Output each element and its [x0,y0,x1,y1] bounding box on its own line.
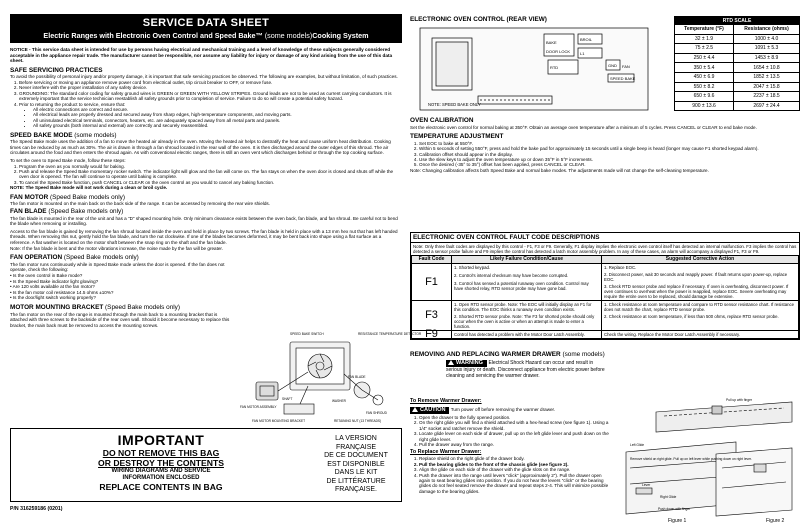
eoc-heading: ELECTRONIC OVEN CONTROL (REAR VIEW) [410,16,547,23]
table-row: F1 1. Shorted keypad. 2. Control's internal checksum may have become corrupted. 3. Control has sensed a potential runaway oven condition. Control may have shorted relay, RTD sensor probe may have gone bad. 1. Replace EOC. 2. Disconnect power, wait 30 seconds and reapply power. If fault returns upon power-up, replace EOC. 3. Check RTD sensor probe and replace if necessary. If oven is overheating, disconnect power. If oven continues to overheat when the power is reapplied, replace EOC. Severe overheating may require the entire oven to be replaced, should damage be extensive. [412,264,799,301]
notice-text: NOTICE - This service data sheet is intended for use by persons having electrical and mechanical training and a level of knowledge of these subjects generally considered acceptable in the appliance repair trade. The manufacturer cannot be responsible, nor assume any liability for injury or damage of any kind arising from the use of this data sheet. [10,47,393,64]
table-row: 32 ± 1.9 1000 ± 4.0 [675,34,800,44]
safe-list [10,80,402,129]
list-item: • All uninsulated electrical terminals, connectors, heaters, etc. are adequately spaced away from all metal parts and panels. [33,118,402,123]
rtd-scale-table [674,16,800,111]
terminal-label: SPEED BAKE [610,76,636,81]
list-item: 2. Never interfere with the proper installation of any safety device. [19,85,402,90]
eoc-board-diagram [418,26,652,112]
fault-code: F1 [412,264,452,301]
fault-col-header: Suggested Corrective Action [602,256,799,264]
list-item: 4. Push the drawer into the range until levers "click" (approximately 2"). Pull the drawer open again to seat bearing glides into position. If you do not hear the levers "click" or the bearing glides do not feel seated remove the drawer and repeat steps 2-4. This will minimize possible damage to the bearing glides. [419,473,610,495]
page-title: SERVICE DATA SHEET [142,17,270,29]
rtd-col-header: Temperature (°F) [675,25,734,35]
bracket-heading: MOTOR MOUNTING BRACKET (Speed Bake models only) [10,303,180,311]
fanblade-note: Note: If the fan blade is bent and the motor vibrations increase, the noise made by the fan will be greater. [10,245,223,251]
fig-label: FAN MOTOR MOUNTING BRACKET [252,419,306,423]
list-item: 1. Open the drawer to the fully opened position. [419,415,610,420]
fanop-check: • Are 120 volts available at the fan motor? [10,284,95,290]
rtd-col-header: Resistance (ohms) [734,25,800,35]
important-line: REPLACE CONTENTS IN BAG [99,482,223,492]
terminal-label: FAN [622,64,630,69]
list-item: 5. Once the desired (-35° to 35°) offset has been applied, press CANCEL or CLEAR. [419,162,800,167]
fanblade-heading: FAN BLADE (Speed Bake models only) [10,208,124,215]
tempadj-steps [410,141,800,168]
replace-steps [410,456,610,494]
safe-intro: To avoid the possibility of personal injury and/or property damage, it is important that safe servicing practices be observed. The following are examples, but without limitation, of such practices. [10,74,398,80]
terminal-label: BAKE [546,40,557,45]
remove-heading: To Remove Warmer Drawer: [410,398,482,404]
fig-label: Pull up with finger [726,398,753,402]
title-banner [10,14,402,43]
list-item: 2. Within 5 seconds of setting 550°F, press and hold the bake pad for approximately 15 seconds until a single beep is heard (longer may cause F1 shorted keypad alarm). [419,146,800,151]
terminal-label: L1 [580,51,585,56]
speedbake-intro: To set the oven to Speed Bake mode, follow these steps: [10,158,126,163]
figure-caption: Figure 1 [668,518,687,524]
fig-label: RESISTANCE TEMPERATURE DETECTOR [358,332,422,336]
table-row: 650 ± 9.6 2237 ± 18.5 [675,92,800,102]
list-item: 2. Pull the bearing glides to the front of the chassis glide (see figure 2). [419,462,610,467]
list-item: 2. On the right glide you will find a shield attached with a hex-head screw (see figure 1). Using a 1/4" socket and ratchet remove the shield. [419,420,610,431]
fanop-check: • Is the door/light switch working properly? [10,295,96,301]
tempadj-note: Note: Changing calibration affects both Speed Bake and normal bake modes. The adjustments made will not change the self-cleaning temperature. [410,167,709,173]
list-item: 2. Push and release the Speed Bake momentary rocker switch. The indicator light will glow and the fan will come on. The fan stays on when the oven door is closed and shuts off while the oven door is opened. The fan will continue to operate until baking is complete. [19,169,402,180]
fault-code: F3 [412,301,452,331]
remove-steps [410,415,610,447]
fig-label: RETAINING NUT (13 THREADS) [334,419,382,423]
terminal-label: RTD [550,65,559,70]
fan-assembly-diagram [238,330,422,426]
fault-code-table [411,255,799,339]
part-number: P/N 316259186 (0201) [10,506,63,512]
drawer-heading: REMOVING AND REPLACING WARMER DRAWER (some models) [410,351,605,358]
calibration-heading: OVEN CALIBRATION [410,117,474,124]
fig-label: SPEED BAKE SWITCH [290,332,324,336]
safe-heading: SAFE SERVICING PRACTICES [10,66,103,74]
fault-code-section [410,232,800,340]
list-item: 1. Set EOC to bake at 550°F. [419,141,800,146]
fault-heading: ELECTRONIC OVEN CONTROL FAULT CODE DESCRIPTIONS [411,233,799,243]
fig-label: Remove shield on right glide. Pull up on left lever while pushing down on right lever. [630,457,752,461]
caution-text: CAUTION Turn power off before removing the warmer drawer. [410,407,610,414]
fig-label: Right Glide [660,495,677,499]
fig-label: Lever [642,483,651,487]
bracket-body: The fan motor on the rear of the range is mounted through the main back to a mounting bracket that is attached with three screws to the backside of the rear oven wall. Should it become necessary to replace this bracket, the main back must be removed to access the mounting screws. [10,311,230,328]
fault-code: F9 [412,331,452,339]
fig-label: FAN MOTOR ASSEMBLY [240,405,277,409]
caution-icon [412,407,418,412]
table-row: 450 ± 6.9 1852 ± 13.5 [675,72,800,82]
list-item: 1. Replace shield on the right glide of the drawer body. [419,456,610,461]
safe-sublist [19,107,402,129]
fault-note: Note: Only three fault codes are displayed by this control - F1, F3 or F9. Generally, F1 display implies the electronic oven control itself has detected an internal malfunction. F3 implies the control has detected a sensor probe failure and F9 implies the control has detected a latch motor assembly problem. In any of these cases, an alarm will accompany a displayed F1, F3 or F9. [413,244,797,255]
important-title: IMPORTANT [117,432,205,448]
fanop-check: • Is the Speed Bake indicator light glowing? [10,278,99,284]
terminal-label: BROIL [580,37,593,42]
important-box [10,428,402,502]
calibration-body: Set the electronic oven control for normal baking at 350°F. Obtain an average oven temperature after a minimum of 5 cycles. Press CANCEL or CLEAR to end bake mode. [410,124,757,130]
fig-label: Left Glide [630,443,645,447]
important-line: OR DESTROY THE CONTENTS [98,458,224,468]
speedbake-body: The Speed Bake mode uses the addition of a fan to move the heated air already in the oven. Moving the heated air helps to destratify the heat and cause uniform heat distribution. Cooking times can be reduced by as much as 30%. The air is drawn in through a fan shroud located in the rear wall of the oven. It is then discharged around the outer edges of this shroud. The air circulates around the food and then enters the shroud again. As with conventional electric ranges, there is still an oven vent which discharges behind or through the top cooking surface. [10,139,391,156]
fig-label: Push down with finger [658,507,691,511]
table-row: 250 ± 4.4 1453 ± 8.9 [675,53,800,63]
list-item: 1. Before servicing or moving an appliance remove power cord from electrical outlet, trip circuit breaker to OFF, or remove fuse. [19,80,402,85]
speedbake-steps [10,164,402,186]
list-item: 3. To cancel the Speed Bake function, push CANCEL or CLEAR on the oven control as you would to cancel any baking function. [19,180,402,185]
list-item: 3. Align the glide on each side of the drawer with the glide slots on the range. [419,467,610,472]
french-notice: LA VERSION FRANÇAISE DE CE DOCUMENT EST DISPONIBLE DANS LE KIT DE LITTÉRATURE FRANÇAISE. [324,435,388,493]
list-item: 4. Use the slew keys to adjust the oven temperature up or down 35°F in 5°F increments. [419,157,800,162]
fanblade-body: The fan blade is mounted in the rear of the unit and has a "D" shaped mounting hole. Only minimum clearance exists between the oven back, fan blade, and fan shroud. Be careful not to bend the blade when removing or installing. [10,215,398,227]
page-subtitle: Electric Ranges with Electronic Oven Control and Speed Bake™ (some models)Cooking System [43,31,369,40]
warning-icon [448,360,454,365]
figure-caption: Figure 2 [766,518,785,524]
fanop-check: • Is the fan motor coil resistance 14.5 ohms ±10%? [10,289,114,295]
list-item: 3. Locate glide lever on each side of drawer, pull up on the left glide lever and push down on the right glide lever. [419,431,610,442]
eoc-note: NOTE: SPEED BAKE ONLY [428,102,481,107]
list-item: • All electric connections are correct and secure. [33,107,402,112]
list-item: 1. Program the oven as you normally would for baking. [19,164,402,169]
table-row: 550 ± 8.2 2047 ± 15.8 [675,82,800,92]
warning-text: WARNING Electrical Shock Hazard can occur and result in serious injury or death. Disconnect appliance from electric power before cleaning and servicing the warmer drawer. [446,360,605,379]
caution-badge: CAUTION [410,407,449,414]
important-line: WIRING DIAGRAMS AND SERVICE [111,468,211,474]
replace-heading: To Replace Warmer Drawer: [410,449,482,456]
list-item: 4. Prior to returning the product to service, ensure that: • All electric connections are correct and secure. • All electrical leads are properly dressed and secured away from sharp edges, high-temperature components, and moving parts. • All uninsulated electrical terminals, connectors, heaters, etc. are adequately spaced away from all metal parts and panels. • All safety grounds (both internal and external) are correctly and securely reassembled. [19,102,402,129]
fig-label: FAN SHROUD [366,411,387,415]
warmer-drawer-figures [616,398,800,524]
fanop-body: The fan motor runs continuously while in Speed Bake mode unless the door is opened. If the fan does not operate, check the following: [10,261,225,273]
table-row: 350 ± 5.4 1654 ± 10.8 [675,63,800,73]
table-row: F3 1. Open RTD sensor probe. Note: The EOC will initially display an F1 for this condition. The EOC thinks a runaway oven condition exists. 2. Shorted RTD sensor probe. Note: The F3 for shorted probe should only occur when the oven is active or when an attempt is made to enter a function. 1. Check resistance at room temperature and compare to RTD sensor resistance chart. If resistance does not match the chart, replace RTD sensor probe. 2. Check resistance at room temperature, if less than 500 ohms, replace RTD sensor probe. [412,301,799,331]
rtd-title: RTD SCALE [675,17,800,25]
table-row: F9 Control has detected a problem with the Motor Door Latch Assembly. Check the wiring. Replace the Motor Door Latch Assembly if necessary. [412,331,799,339]
fanmotor-heading: FAN MOTOR (Speed Bake models only) [10,193,125,201]
important-line: DO NOT REMOVE THIS BAG [102,448,220,458]
fig-label: WASHER [332,399,346,403]
left-column [10,14,422,524]
list-item: 3. GROUNDING: The standard color coding for safety ground wires is GREEN or GREEN WITH YELLOW STRIPES. Ground leads are not to be used as current carrying conductors. It is extremely important that the service technician reestablish all safety grounds prior to completion of service. Failure to do so will create a potential safety hazard. [19,91,402,102]
list-item: • All electrical leads are properly dressed and secured away from sharp edges, high-temperature components, and moving parts. [33,112,402,117]
terminal-label: DOOR LOCK [546,49,571,54]
table-row: 75 ± 2.5 1091 ± 5.3 [675,44,800,54]
fig-label: SHAFT [282,397,293,401]
list-item: • All safety grounds (both internal and external) are correctly and securely reassembled. [33,123,402,128]
fanblade-body2: Access to the fan blade is gained by removing the fan shroud located inside the oven and held in place by two screws. The fan blade is held in place with a 13 mm hex nut that has left handed threads. When removing this nut, gently hold the fan blade, and turn the nut clockwise. If one of the blades becomes deformed, it may be bent back into shape using a flat surface as a reference. A flat washer is located on the motor shaft between the snap ring on the shaft and the fan blade. [10,228,398,245]
terminal-label: GND [608,63,617,68]
fanmotor-body: The fan motor is mounted on the main back on the back side of the range. It can be accessed by removing the rear wire shields. [10,201,270,207]
table-row: 900 ± 13.6 2697 ± 24.4 [675,101,800,111]
fig-label: FAN BLADE [348,375,366,379]
fanop-check: • Is the oven control in Bake mode? [10,272,83,278]
fanop-heading: FAN OPERATION (Speed Bake models only) [10,254,139,262]
fault-col-header: Likely Failure Condition/Cause [452,256,602,264]
tempadj-heading: TEMPERATURE ADJUSTMENT [410,133,504,141]
list-item: 3. Calibration offset should appear in the display. [419,152,800,157]
warning-badge: WARNING [446,360,487,367]
speedbake-heading: SPEED BAKE MODE (some models) [10,131,117,139]
list-item: 4. Pull the drawer away from the range. [419,442,610,447]
fault-col-header: Fault Code [412,256,452,264]
important-line: INFORMATION ENCLOSED [122,475,200,481]
speedbake-note: NOTE: The Speed Bake mode will not work during a clean or broil cycle. [10,185,168,191]
right-column [410,14,800,524]
